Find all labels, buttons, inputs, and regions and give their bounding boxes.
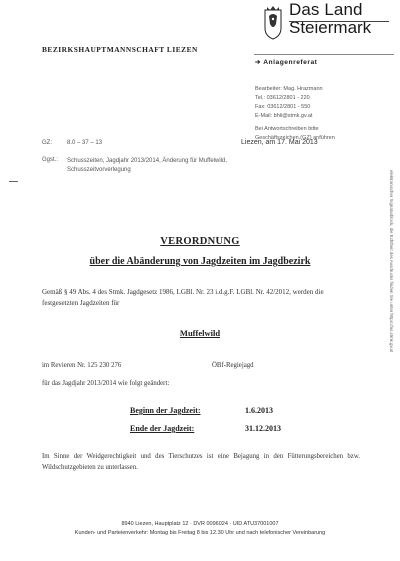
signature-side-note [384, 170, 396, 390]
hunting-year-text: für das Jagdjahr 2013/2014 wie folgt geändert: [42, 380, 170, 387]
subject-label: Ggst.: [42, 157, 59, 163]
logo-line-1: Das Land [289, 0, 363, 19]
logo-divider [289, 21, 389, 22]
department-name: ➔ Anlagenreferat [255, 59, 318, 66]
place-and-date: Liezen, am 17. Mai 2013 [241, 139, 318, 146]
contact-phone: Tel.: 03612/2801 - 220 [255, 95, 310, 101]
subject-text [67, 157, 227, 175]
closing-paragraph: Im Sinne der Weidgerechtigkeit und des Tierschutzes ist eine Bejagung in den Fütterungsbereichen bzw. Wildschutzgebieten zu unterlassen. [42, 453, 360, 471]
agency-name: BEZIRKSHAUPTMANNSCHAFT LIEZEN [42, 45, 198, 54]
hunting-district-name: ÖBf-Regiejagd [212, 362, 254, 369]
season-start-label: Beginn der Jagdzeit: [130, 406, 201, 415]
reference-number: 8.0 – 37 – 13 [67, 140, 103, 146]
contact-fax: Fax: 03612/2801 - 550 [255, 104, 311, 110]
department-divider [254, 54, 394, 55]
subject-line: Schusszeitvorverlegung [67, 167, 131, 173]
species-name: Muffelwild [179, 328, 221, 338]
season-end-value: 31.12.2013 [245, 424, 281, 433]
footer-office-hours: Kunden- und Parteienverkehr: Montag bis Freitag 8 bis 12.30 Uhr und nach telefonischer Vereinbarung [74, 530, 326, 536]
footer-address: 8940 Liezen, Hauptplatz 12 · DVR 0096024 · UID ATU37001007 [121, 521, 279, 527]
reference-label: GZ: [42, 140, 52, 146]
contact-email: E-Mail: bhli@stmk.gv.at [255, 113, 313, 119]
reply-note-line: Geschäftszeichen (GZ) anführen [255, 135, 335, 141]
season-end-label: Ende der Jagdzeit: [130, 424, 195, 433]
reply-note-line: Bei Antwortschreiben bitte [255, 126, 319, 132]
legal-basis-paragraph: Gemäß § 49 Abs. 4 des Stmk. Jagdgesetz 1986, LGBl. Nr. 23 i.d.g.F. LGBl. Nr. 42/2012, werden die festgesetzten Jagdzeiten für [42, 288, 324, 307]
coat-of-arms-logo [262, 4, 284, 40]
contact-clerk: Bearbeiter: Mag. Hrazmann [255, 86, 323, 92]
hunting-district-label: im Revieren Nr. 125 230 276 [42, 362, 122, 369]
logo-line-2: Steiermark [289, 18, 372, 37]
fold-mark [9, 181, 18, 182]
document-subtitle: über die Abänderung von Jagdzeiten im Jagdbezirk [89, 256, 311, 267]
contact-block [255, 85, 323, 121]
subject-line: Schusszeiten, Jagdjahr 2013/2014, Änderung für Muffelwild, [67, 158, 227, 164]
state-logo-wordmark [289, 1, 371, 37]
season-start-value: 1.6.2013 [245, 406, 273, 415]
signature-side-note-text: elektronischer Signaturblock, die Echtheit des Ausdrucks finden Sie unter https://as.stmk.gv.at [389, 170, 394, 353]
document-title: VERORDNUNG [160, 236, 240, 247]
